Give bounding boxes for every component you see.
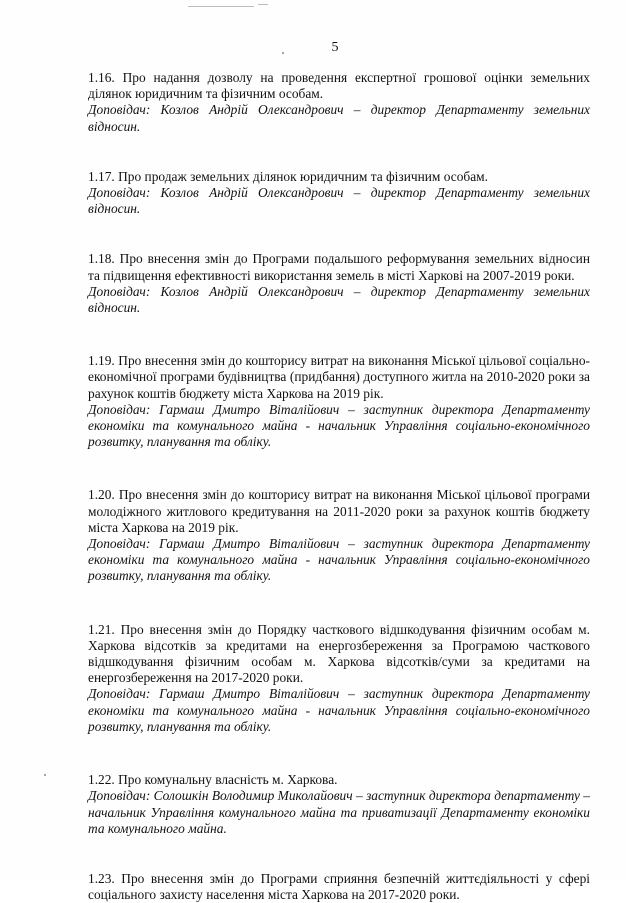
agenda-item-title: 1.22. Про комунальну власність м. Харкова. <box>88 772 338 788</box>
agenda-item-speaker: Доповідач: Солошкін Володимир Миколайович – заступник директора департаменту – начальник Управління комунального майна та приватизації Департаменту економіки та комунального майна. <box>88 788 590 836</box>
agenda-item-speaker: Доповідач: Гармаш Дмитро Віталійович – заступник директора Департаменту економіки та комунального майна - начальник Управління соціально-економічного розвитку, планування та обліку. <box>88 401 590 450</box>
agenda-item <box>88 169 590 218</box>
scan-artifact <box>188 6 254 7</box>
agenda-item-speaker: Доповідач: Гармаш Дмитро Віталійович – заступник директора Департаменту економіки та комунального майна - начальник Управління соціально-економічного розвитку, планування та обліку. <box>88 536 590 584</box>
scan-speck <box>44 774 46 776</box>
agenda-item <box>88 251 590 316</box>
agenda-item <box>88 70 590 135</box>
agenda-item-speaker: Доповідач: Козлов Андрій Олександрович – директор Департаменту земельних відносин. <box>88 102 590 134</box>
agenda-item-title: 1.20. Про внесення змін до кошторису витрат на виконання Міської цільової програми молодіжного житлового кредитування на 2011-2020 роки за рахунок коштів бюджету міста Харкова на 2019 рік. <box>88 487 590 535</box>
agenda-item-speaker: Доповідач: Козлов Андрій Олександрович – директор Департаменту земельних відносин. <box>88 283 590 316</box>
agenda-item <box>88 622 590 735</box>
agenda-item-title: 1.16. Про надання дозволу на проведення експертної грошової оцінки земельних ділянок юридичним та фізичним особам. <box>88 70 590 102</box>
agenda-item-title: 1.18. Про внесення змін до Програми подальшого реформування земельних відносин та підвищення ефективності використання земель в місті Харкові на 2007-2019 роки. <box>88 251 590 283</box>
agenda-item-title: 1.17. Про продаж земельних ділянок юридичним та фізичним особам. <box>88 168 488 184</box>
agenda-item <box>88 772 590 837</box>
agenda-item-title: 1.21. Про внесення змін до Порядку часткового відшкодування фізичним особам м. Харкова відсотків за кредитами на енергозбереження за Програмою часткового відшкодування фізичним особам м. Харкова відсотків/суми за кредитами на енергозбереження на 2017-2020 роки. <box>88 621 590 686</box>
agenda-item-speaker: Доповідач: Козлов Андрій Олександрович – директор Департаменту земельних відносин. <box>88 185 590 217</box>
agenda-item <box>88 353 590 450</box>
agenda-list <box>88 70 590 903</box>
scan-artifact <box>258 4 268 5</box>
agenda-item <box>88 871 590 903</box>
agenda-item-speaker: Доповідач: Гармаш Дмитро Віталійович – заступник директора Департаменту економіки та комунального майна - начальник Управління соціально-економічного розвитку, планування та обліку. <box>88 686 590 734</box>
page-number: 5 <box>331 40 339 55</box>
agenda-item-title: 1.23. Про внесення змін до Програми сприяння безпечній життєдіяльності у сфері соціального захисту населення міста Харкова на 2017-2020 роки. <box>88 870 590 903</box>
agenda-item-title: 1.19. Про внесення змін до кошторису витрат на виконання Міської цільової соціально-економічної програми будівництва (придбання) доступного житла на 2010-2020 роки за рахунок коштів бюджету міста Харкова на 2019 рік. <box>88 353 590 401</box>
agenda-item <box>88 487 590 584</box>
